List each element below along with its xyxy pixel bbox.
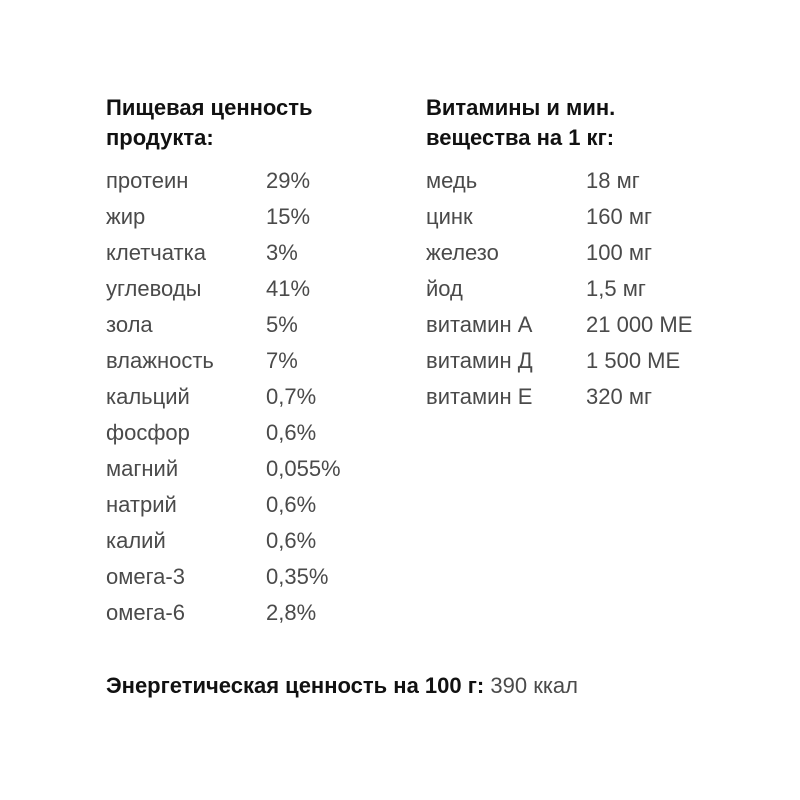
vitamin-name: витамин А <box>426 312 533 337</box>
vitamins-heading-line2: вещества на 1 кг: <box>426 125 615 150</box>
nutrient-name: фосфор <box>106 420 190 445</box>
nutrition-row-sodium <box>106 487 406 523</box>
nutrient-name: зола <box>106 312 153 337</box>
nutrition-row-fiber <box>106 235 406 271</box>
nutrition-row-potassium <box>106 523 406 559</box>
nutrition-row-fat <box>106 199 406 235</box>
nutrient-name: жир <box>106 204 146 229</box>
nutrient-value: 0,7% <box>266 384 317 409</box>
nutrient-name: омега-3 <box>106 564 185 589</box>
nutrient-value: 0,6% <box>266 420 317 445</box>
nutrient-value: 15% <box>266 204 311 229</box>
vitamin-value: 320 мг <box>586 384 652 409</box>
vitamin-value: 100 мг <box>586 240 652 265</box>
nutrient-name: омега-6 <box>106 600 185 625</box>
nutrient-name: калий <box>106 528 166 553</box>
vitamin-row-vitamin-a <box>426 307 756 343</box>
nutrition-row-omega6 <box>106 595 406 631</box>
vitamin-value: 1 500 МЕ <box>586 348 681 373</box>
vitamin-value: 21 000 МЕ <box>586 312 693 337</box>
nutrient-value: 0,6% <box>266 492 317 517</box>
nutrition-heading-line1: Пищевая ценность <box>106 95 313 120</box>
nutrition-row-moisture <box>106 343 406 379</box>
vitamin-row-iron <box>426 235 756 271</box>
nutrient-name: влажность <box>106 348 214 373</box>
nutrient-name: углеводы <box>106 276 202 301</box>
vitamin-value: 18 мг <box>586 168 640 193</box>
nutrient-value: 5% <box>266 312 298 337</box>
nutrition-row-phosphorus <box>106 415 406 451</box>
nutrient-value: 3% <box>266 240 298 265</box>
vitamin-name: витамин Д <box>426 348 533 373</box>
vitamin-value: 1,5 мг <box>586 276 646 301</box>
vitamin-row-vitamin-d <box>426 343 756 379</box>
vitamin-name: йод <box>426 276 463 301</box>
nutrient-name: кальций <box>106 384 190 409</box>
vitamin-row-zinc <box>426 199 756 235</box>
nutrient-value: 0,6% <box>266 528 317 553</box>
nutrition-list <box>106 163 406 631</box>
nutrition-row-protein <box>106 163 406 199</box>
nutrient-value: 0,055% <box>266 456 341 481</box>
nutrition-section <box>106 93 406 631</box>
nutrient-name: клетчатка <box>106 240 206 265</box>
vitamins-heading-line1: Витамины и мин. <box>426 95 616 120</box>
vitamin-name: витамин Е <box>426 384 533 409</box>
nutrition-heading <box>106 93 406 153</box>
vitamin-name: железо <box>426 240 499 265</box>
nutrition-row-magnesium <box>106 451 406 487</box>
vitamins-section <box>426 93 756 415</box>
nutrient-value: 7% <box>266 348 298 373</box>
nutrition-heading-line2: продукта: <box>106 125 214 150</box>
nutrient-value: 2,8% <box>266 600 317 625</box>
vitamin-row-vitamin-e <box>426 379 756 415</box>
nutrient-name: протеин <box>106 168 189 193</box>
vitamin-name: цинк <box>426 204 473 229</box>
nutrient-value: 29% <box>266 168 311 193</box>
vitamin-row-iodine <box>426 271 756 307</box>
nutrient-name: натрий <box>106 492 177 517</box>
nutrient-value: 0,35% <box>266 564 329 589</box>
energy-value: 390 ккал <box>490 673 578 698</box>
nutrient-name: магний <box>106 456 179 481</box>
nutrition-row-carbohydrates <box>106 271 406 307</box>
vitamin-name: медь <box>426 168 478 193</box>
nutrition-row-ash <box>106 307 406 343</box>
vitamin-row-copper <box>426 163 756 199</box>
energy-label: Энергетическая ценность на 100 г: <box>106 673 485 698</box>
vitamin-value: 160 мг <box>586 204 652 229</box>
vitamins-heading <box>426 93 756 153</box>
nutrition-row-omega3 <box>106 559 406 595</box>
nutrient-value: 41% <box>266 276 311 301</box>
nutrition-row-calcium <box>106 379 406 415</box>
energy-line <box>106 668 578 704</box>
vitamins-list <box>426 163 756 415</box>
